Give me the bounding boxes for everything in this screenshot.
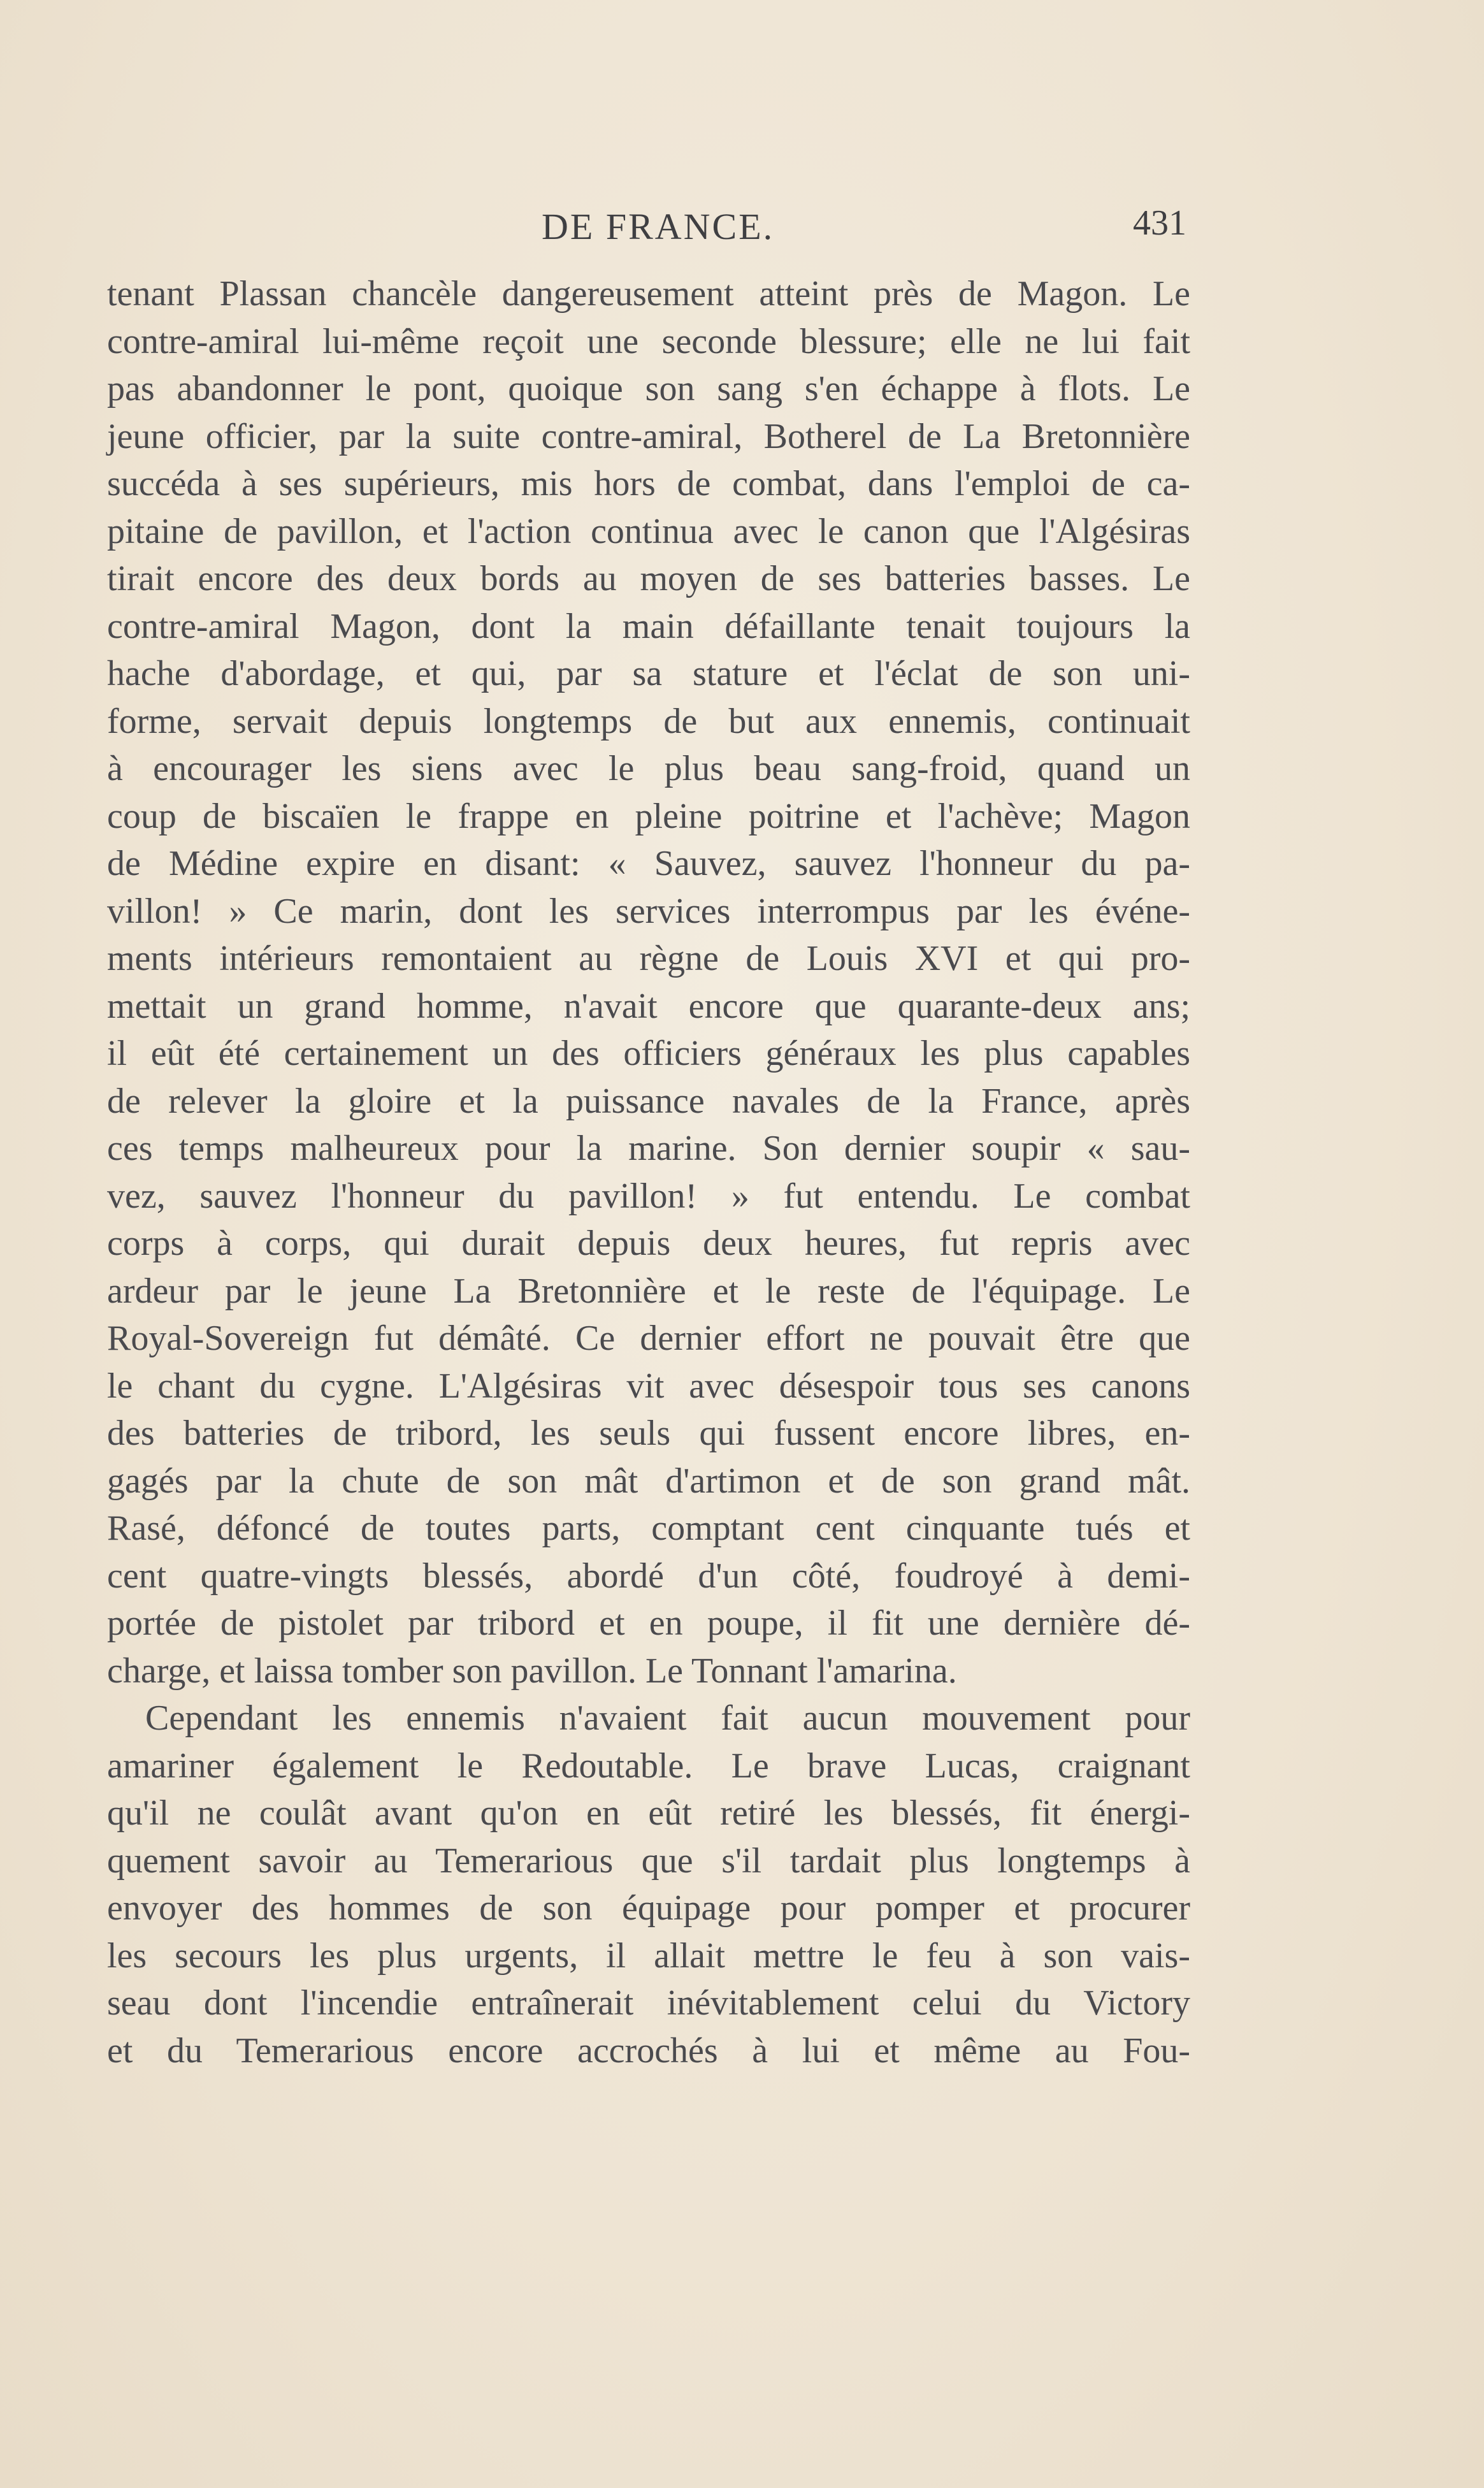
text-line: gagés par la chute de son mât d'artimon et de son grand mât. bbox=[107, 1461, 1190, 1501]
text-line: il eût été certainement un des officiers généraux les plus capables bbox=[107, 1034, 1190, 1073]
text-line: contre-amiral Magon, dont la main défaillante tenait toujours la bbox=[107, 606, 1190, 646]
paragraph-1 bbox=[107, 270, 1190, 1695]
text-line: et du Temerarious encore accrochés à lui et même au Fou- bbox=[107, 2030, 1190, 2071]
text-line: à encourager les siens avec le plus beau sang-froid, quand un bbox=[107, 749, 1190, 788]
text-line: le chant du cygne. L'Algésiras vit avec désespoir tous ses canons bbox=[107, 1366, 1190, 1406]
text-line: de relever la gloire et la puissance navales de la France, après bbox=[107, 1081, 1190, 1121]
page-header bbox=[108, 205, 1192, 256]
text-line: quement savoir au Temerarious que s'il tardait plus longtemps à bbox=[107, 1841, 1190, 1881]
text-line: de Médine expire en disant: « Sauvez, sauvez l'honneur du pa- bbox=[107, 844, 1190, 883]
text-line: villon! » Ce marin, dont les services interrompus par les événe- bbox=[107, 891, 1190, 931]
text-line: contre-amiral lui-même reçoit une seconde blessure; elle ne lui fait bbox=[107, 321, 1190, 361]
running-title: DE FRANCE. bbox=[542, 206, 775, 247]
text-line: tirait encore des deux bords au moyen de ses batteries basses. Le bbox=[107, 559, 1190, 598]
text-line: forme, servait depuis longtemps de but aux ennemis, continuait bbox=[107, 701, 1190, 741]
text-line: cent quatre-vingts blessés, abordé d'un côté, foudroyé à demi- bbox=[107, 1556, 1190, 1596]
text-line: Rasé, défoncé de toutes parts, comptant cent cinquante tués et bbox=[107, 1508, 1190, 1548]
text-line: envoyer des hommes de son équipage pour pomper et procurer bbox=[107, 1888, 1190, 1928]
text-line: seau dont l'incendie entraînerait inévitablement celui du Victory bbox=[107, 1983, 1190, 2023]
text-line: vez, sauvez l'honneur du pavillon! » fut entendu. Le combat bbox=[107, 1176, 1190, 1216]
text-line: pitaine de pavillon, et l'action continua avec le canon que l'Algésiras bbox=[107, 511, 1190, 551]
text-line: ardeur par le jeune La Bretonnière et le reste de l'équipage. Le bbox=[107, 1271, 1190, 1311]
text-line: Cependant les ennemis n'avaient fait aucun mouvement pour bbox=[145, 1698, 1190, 1738]
text-line: les secours les plus urgents, il allait mettre le feu à son vais- bbox=[107, 1935, 1190, 1976]
page-number: 431 bbox=[1133, 203, 1186, 243]
text-line: hache d'abordage, et qui, par sa stature et l'éclat de son uni- bbox=[107, 654, 1190, 693]
text-line: succéda à ses supérieurs, mis hors de combat, dans l'emploi de ca- bbox=[107, 464, 1190, 503]
text-line: pas abandonner le pont, quoique son sang s'en échappe à flots. Le bbox=[107, 369, 1190, 409]
text-line: charge, et laissa tomber son pavillon. Le Tonnant l'amarina. bbox=[107, 1651, 957, 1691]
text-line: jeune officier, par la suite contre-amiral, Botherel de La Bretonnière bbox=[107, 416, 1190, 456]
text-line: portée de pistolet par tribord et en poupe, il fit une dernière dé- bbox=[107, 1603, 1190, 1643]
text-line: tenant Plassan chancèle dangereusement atteint près de Magon. Le bbox=[107, 274, 1190, 314]
paragraph-2 bbox=[107, 1695, 1190, 2074]
text-line: des batteries de tribord, les seuls qui fussent encore libres, en- bbox=[107, 1414, 1190, 1453]
text-line: qu'il ne coulât avant qu'on en eût retiré les blessés, fit énergi- bbox=[107, 1793, 1190, 1833]
text-line: Royal-Sovereign fut démâté. Ce dernier effort ne pouvait être que bbox=[107, 1319, 1190, 1358]
text-line: corps à corps, qui durait depuis deux heures, fut repris avec bbox=[107, 1224, 1190, 1263]
body-text bbox=[107, 270, 1190, 2074]
text-line: ces temps malheureux pour la marine. Son dernier soupir « sau- bbox=[107, 1129, 1190, 1168]
text-line: mettait un grand homme, n'avait encore que quarante-deux ans; bbox=[107, 986, 1190, 1026]
text-line: ments intérieurs remontaient au règne de Louis XVI et qui pro- bbox=[107, 939, 1190, 978]
text-line: amariner également le Redoutable. Le brave Lucas, craignant bbox=[107, 1746, 1190, 1786]
text-line: coup de biscaïen le frappe en pleine poitrine et l'achève; Magon bbox=[107, 796, 1190, 836]
